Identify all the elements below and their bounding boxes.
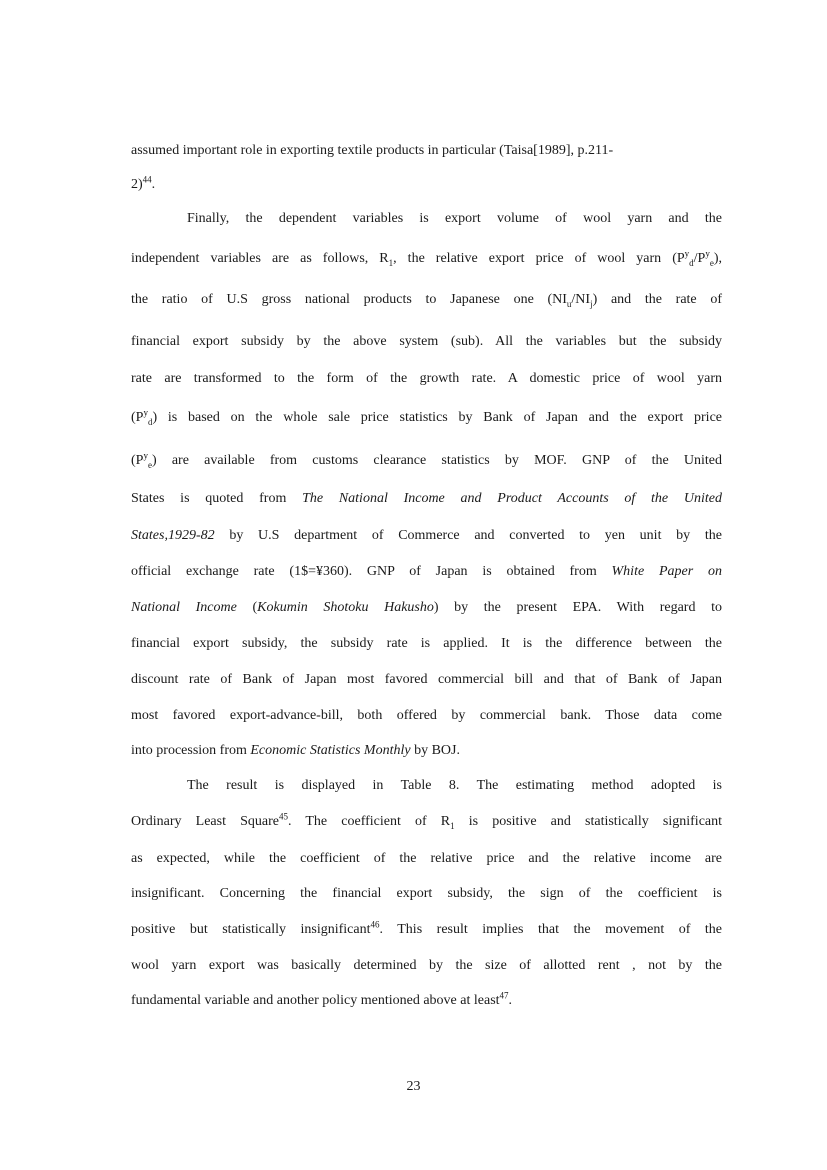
text-run: insignificant. Concerning the financial export subsidy, the sign of the coefficient is [131,886,722,901]
text-run: wool yarn export was basically determined by the size of allotted rent , not by the [131,958,722,973]
source-title: National Income [131,600,237,615]
page-number: 23 [406,1079,421,1094]
text-run: independent variables are as follows, R [131,251,389,266]
text-run: . [508,993,513,1008]
source-title: Kokumin Shotoku Hakusho [257,600,434,615]
text-run: ( [236,600,258,615]
text-run: . This result implies that the movement of the [379,922,722,937]
body-line [131,563,722,581]
text-run: into procession from [131,743,251,758]
text-run: . [151,177,156,192]
text-run: d [689,257,694,268]
text-run: fundamental variable and another policy mentioned above at least [131,993,500,1008]
text-run [705,250,714,268]
text-run: The result is displayed in Table 8. The estimating method adopted is [187,778,722,793]
text-run: ), [713,251,722,266]
source-title: States,1929-82 [131,528,215,543]
text-run: , the relative export price of wool yarn (P [393,251,685,266]
footnote-marker: 46 [370,919,380,930]
text-run: States is quoted from [131,491,303,506]
body-line [131,370,722,388]
body-line [131,409,722,427]
text-run: u [566,298,572,309]
body-line [131,490,722,508]
source-title: White Paper on [611,564,722,579]
text-run: is positive and statistically significant [454,814,723,829]
body-line [131,850,722,868]
text-run: y [143,407,148,418]
text-run: ) is based on the whole sale price statistics by Bank of Japan and the export price [152,410,722,425]
footnote-marker: 44 [142,174,152,185]
text-run [685,250,694,268]
text-run: . The coefficient of R [288,814,451,829]
body-line [187,777,722,795]
body-line [131,176,722,194]
text-run: financial export subsidy, the subsidy rate is applied. It is the difference between the [131,636,722,651]
body-line [131,813,722,831]
source-title: The National Income and Product Accounts of the United [302,491,722,506]
text-run: discount rate of Bank of Japan most favored commercial bill and that of Bank of Japan [131,672,722,687]
body-line [131,142,722,160]
text-run: /NI [571,292,591,307]
text-run: Finally, the dependent variables is export volume of wool yarn and the [187,211,722,226]
text-run: 2) [131,177,143,192]
body-line [131,671,722,689]
text-run: /P [693,251,706,266]
body-line [131,635,722,653]
text-run: positive but statistically insignificant [131,922,371,937]
text-run: e [147,459,152,470]
body-line [131,957,722,975]
text-run: the ratio of U.S gross national products to Japanese one (NI [131,292,567,307]
text-run: e [709,257,714,268]
text-run [143,452,152,470]
text-run: 1 [388,257,394,268]
text-run: rate are transformed to the form of the growth rate. A domestic price of wool yarn [131,371,722,386]
text-run: (P [131,453,144,468]
text-run: (P [131,410,144,425]
text-run: Ordinary Least Square [131,814,279,829]
text-run: as expected, while the coefficient of the relative price and the relative income are [131,851,722,866]
body-line [131,707,722,725]
text-run: by U.S department of Commerce and converted to yen unit by the [214,528,722,543]
body-line [131,527,722,545]
footnote-marker: 47 [499,990,509,1001]
text-run: j [590,298,593,309]
body-line [187,210,722,228]
body-line [131,333,722,351]
text-run: y [143,450,148,461]
body-line [131,921,722,939]
body-line [131,992,722,1010]
text-run: most favored export-advance-bill, both offered by commercial bank. Those data come [131,708,722,723]
text-run: y [684,248,690,259]
body-line [131,250,722,268]
source-title: Economic Statistics Monthly [250,743,411,758]
text-run: official exchange rate (1$=¥360). GNP of Japan is obtained from [131,564,612,579]
text-run: 1 [450,820,455,831]
footnote-marker: 45 [279,811,288,822]
text-run: y [705,248,710,259]
text-run: by BOJ. [410,743,460,758]
body-line [131,885,722,903]
text-run: ) by the present EPA. With regard to [433,600,722,615]
body-line [131,291,722,309]
text-run: ) and the rate of [592,292,723,307]
body-line [131,452,722,470]
text-run: financial export subsidy by the above system (sub). All the variables but the subsidy [131,334,722,349]
body-line [131,599,722,617]
text-run: d [147,416,153,427]
text-run: assumed important role in exporting textile products in particular (Taisa[1989], p.211- [131,143,614,158]
body-line [131,742,722,760]
text-run: ) are available from customs clearance statistics by MOF. GNP of the United [151,453,722,468]
